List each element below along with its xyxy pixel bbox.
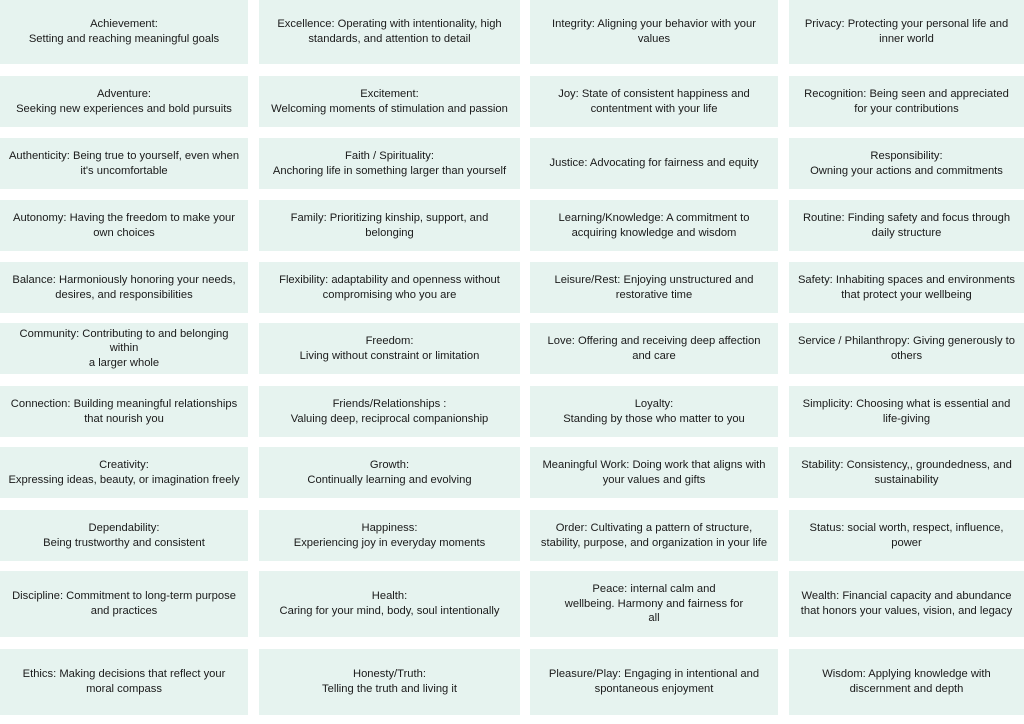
value-card xyxy=(259,649,520,715)
value-card xyxy=(530,262,778,313)
value-card xyxy=(530,386,778,437)
value-card xyxy=(789,323,1024,374)
value-card xyxy=(789,510,1024,561)
value-card-text: Excellence: Operating with intentionality, high standards, and attention to detail xyxy=(277,18,502,45)
value-card xyxy=(259,200,520,251)
value-card-text: Service / Philanthropy: Giving generously to others xyxy=(797,334,1016,362)
value-card-text: Community: Contributing to and belonging within a larger whole xyxy=(19,327,229,369)
value-card-text: Autonomy: Having the freedom to make your own choices xyxy=(13,211,235,239)
value-card-text: Faith / Spirituality: Anchoring life in something larger than yourself xyxy=(272,149,507,177)
value-card xyxy=(789,571,1024,637)
value-card xyxy=(789,200,1024,251)
value-card-text: Dependability: Being trustworthy and consistent xyxy=(43,521,205,549)
value-card xyxy=(789,138,1024,189)
value-card xyxy=(0,76,248,127)
value-card-text: Authenticity: Being true to yourself, even when it's uncomfortable xyxy=(8,149,240,177)
value-card xyxy=(789,262,1024,313)
value-card-text: Adventure: Seeking new experiences and bold pursuits xyxy=(16,87,232,115)
value-card-text: Order: Cultivating a pattern of structure, stability, purpose, and organization in your life xyxy=(540,521,768,549)
value-card-text: Joy: State of consistent happiness and contentment with your life xyxy=(558,87,750,115)
value-card-text: Balance: Harmoniously honoring your needs, desires, and responsibilities xyxy=(12,273,236,301)
value-card xyxy=(0,0,248,64)
value-card-text: Connection: Building meaningful relationships that nourish you xyxy=(10,397,238,425)
value-card xyxy=(259,262,520,313)
value-card-text: Love: Offering and receiving deep affection and care xyxy=(547,334,761,362)
value-card-text: Stability: Consistency,, groundedness, and sustainability xyxy=(801,458,1012,486)
value-card xyxy=(259,447,520,498)
value-card-text: Responsibility: Owning your actions and commitments xyxy=(810,149,1003,177)
value-card xyxy=(0,138,248,189)
value-card xyxy=(530,323,778,374)
value-card xyxy=(0,323,248,374)
value-card xyxy=(789,76,1024,127)
value-card-text: Discipline: Commitment to long-term purpose and practices xyxy=(12,590,236,617)
value-card-text: Growth: Continually learning and evolving xyxy=(307,458,472,486)
value-card xyxy=(789,649,1024,715)
value-card xyxy=(530,76,778,127)
value-card xyxy=(789,447,1024,498)
value-card xyxy=(530,571,778,637)
value-card xyxy=(259,76,520,127)
value-card xyxy=(259,571,520,637)
value-card-text: Health: Caring for your mind, body, soul intentionally xyxy=(279,590,500,617)
value-card xyxy=(0,510,248,561)
value-card-text: Achievement: Setting and reaching meaningful goals xyxy=(28,18,220,45)
value-card xyxy=(0,571,248,637)
value-card-text: Wisdom: Applying knowledge with discernment and depth xyxy=(822,668,991,695)
value-card xyxy=(789,386,1024,437)
value-card-text: Meaningful Work: Doing work that aligns with your values and gifts xyxy=(542,458,766,486)
value-card xyxy=(530,447,778,498)
value-card-text: Creativity: Expressing ideas, beauty, or imagination freely xyxy=(8,458,240,486)
value-card xyxy=(530,200,778,251)
value-card xyxy=(789,0,1024,64)
value-card-text: Wealth: Financial capacity and abundance that honors your values, vision, and legacy xyxy=(800,590,1013,617)
value-card-text: Recognition: Being seen and appreciated for your contributions xyxy=(804,87,1009,115)
value-card-text: Status: social worth, respect, influence, power xyxy=(809,521,1004,549)
value-card-text: Leisure/Rest: Enjoying unstructured and restorative time xyxy=(554,273,754,301)
value-card xyxy=(0,649,248,715)
value-card xyxy=(530,138,778,189)
value-card-text: Loyalty: Standing by those who matter to you xyxy=(563,397,745,425)
value-card-text: Honesty/Truth: Telling the truth and living it xyxy=(322,668,457,695)
value-card-text: Excitement: Welcoming moments of stimulation and passion xyxy=(271,87,508,115)
value-card xyxy=(259,323,520,374)
value-card xyxy=(259,510,520,561)
value-card-text: Peace: internal calm and wellbeing. Harmony and fairness for all xyxy=(564,583,744,625)
value-card-text: Happiness: Experiencing joy in everyday moments xyxy=(293,521,486,549)
value-card xyxy=(259,0,520,64)
value-card-text: Integrity: Aligning your behavior with your values xyxy=(552,18,756,45)
value-card-text: Learning/Knowledge: A commitment to acquiring knowledge and wisdom xyxy=(558,211,750,239)
value-card-text: Friends/Relationships : Valuing deep, reciprocal companionship xyxy=(290,397,489,425)
value-card xyxy=(530,0,778,64)
value-card-text: Simplicity: Choosing what is essential and life-giving xyxy=(802,397,1011,425)
value-card-text: Routine: Finding safety and focus through daily structure xyxy=(802,211,1011,239)
value-card xyxy=(259,386,520,437)
value-card-text: Justice: Advocating for fairness and equity xyxy=(549,157,759,170)
value-card-text: Freedom: Living without constraint or limitation xyxy=(299,334,480,362)
value-card-text: Ethics: Making decisions that reflect your moral compass xyxy=(22,668,226,695)
value-card xyxy=(0,447,248,498)
value-card xyxy=(530,510,778,561)
value-card-text: Privacy: Protecting your personal life and inner world xyxy=(804,18,1009,45)
value-card-text: Family: Prioritizing kinship, support, and belonging xyxy=(290,211,489,239)
value-card xyxy=(0,386,248,437)
value-card xyxy=(259,138,520,189)
value-card xyxy=(530,649,778,715)
value-card-text: Pleasure/Play: Engaging in intentional and spontaneous enjoyment xyxy=(548,668,760,695)
value-card-text: Safety: Inhabiting spaces and environments that protect your wellbeing xyxy=(797,273,1016,301)
value-card xyxy=(0,200,248,251)
value-card-text: Flexibility: adaptability and openness without compromising who you are xyxy=(279,273,500,301)
value-card xyxy=(0,262,248,313)
